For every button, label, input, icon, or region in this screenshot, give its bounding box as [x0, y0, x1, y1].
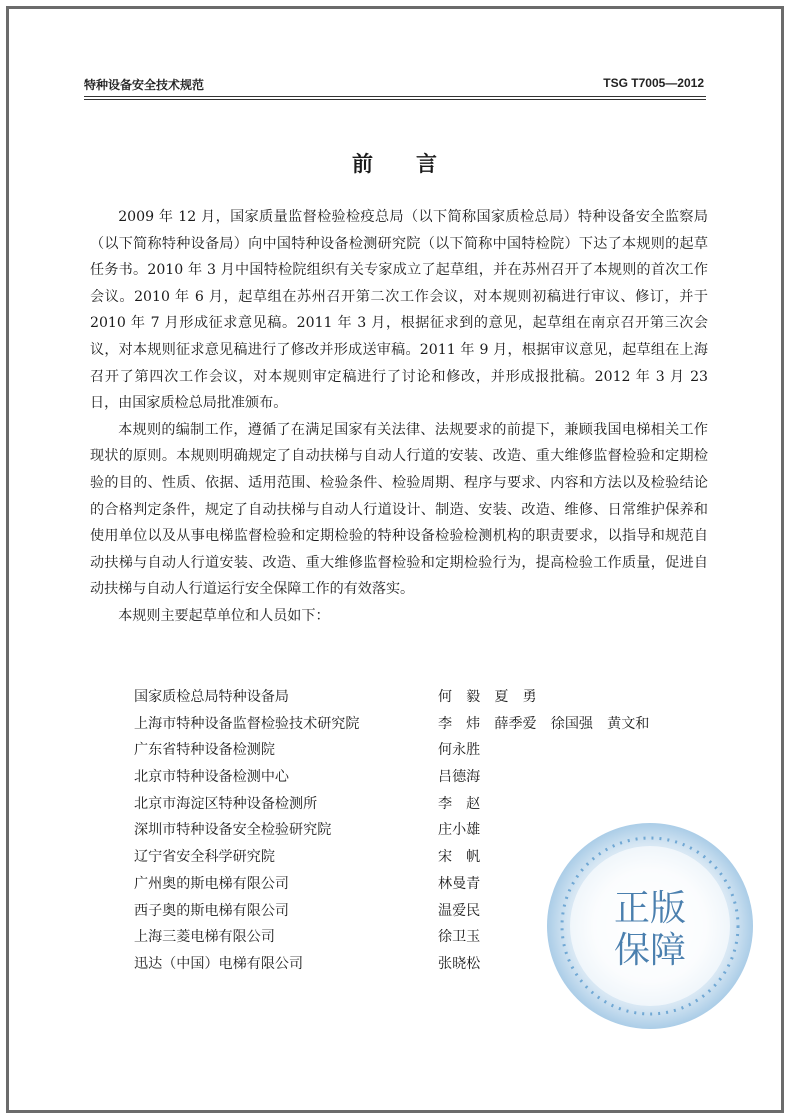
list-item — [134, 764, 714, 791]
seal-text-line1: 正版 — [613, 888, 687, 929]
drafter-people: 何 毅 夏 勇 — [438, 689, 537, 705]
drafter-people: 何永胜 — [438, 742, 481, 759]
drafter-unit: 广东省特种设备检测院 — [134, 742, 275, 759]
drafter-unit: 深圳市特种设备安全检验研究院 — [134, 822, 332, 839]
page-title — [0, 148, 790, 178]
drafter-unit: 北京市海淀区特种设备检测所 — [134, 795, 318, 812]
drafter-unit: 北京市特种设备检测中心 — [134, 769, 290, 786]
drafter-people: 庄小雄 — [438, 822, 481, 839]
title-char-1: 前 — [352, 151, 374, 176]
list-item — [134, 737, 714, 764]
preface-body — [90, 204, 708, 630]
header-rule-thin — [84, 99, 706, 100]
title-char-2: 言 — [416, 151, 438, 176]
drafter-people: 宋 帆 — [438, 849, 481, 866]
drafter-unit: 上海市特种设备监督检验技术研究院 — [134, 715, 360, 732]
authenticity-seal-icon — [544, 820, 756, 1032]
seal-text-line2: 保障 — [613, 930, 687, 971]
drafter-unit: 辽宁省安全科学研究院 — [134, 849, 275, 866]
list-item — [134, 684, 714, 711]
header-series-title: 特种设备安全技术规范 — [84, 78, 205, 92]
list-item — [134, 711, 714, 738]
list-item — [134, 791, 714, 818]
drafter-unit: 国家质检总局特种设备局 — [134, 689, 290, 705]
drafter-unit: 广州奥的斯电梯有限公司 — [134, 875, 290, 892]
paragraph-drafters-intro: 本规则主要起草单位和人员如下： — [118, 607, 330, 624]
paragraph-history: 2009 年 12 月，国家质量监督检验检疫总局（以下简称国家质检总局）特种设备安全监察局（以下简称特种设备局）向中国特种设备检测研究院（以下简称中国特检院）下达了本规则的起草任务书。2010 年 3 月中国特检院组织有关专家成立了起草组，并在苏州召开了本规则的首次工作会议。2010 年 6 月，起草组在苏州召开第二次工作会议，对本规则初稿进行审议、修订，并于 2010 年 7 月形成征求意见稿。2011 年 3 月，根据征求到的意见，起草组在南京召开第三次会议，对本规则征求意见稿进行了修改并形成送审稿。2011 年 9 月，根据审议意见，起草组在上海召开了第四次工作会议，对本规则审定稿进行了讨论和修改，并形成报批稿。2012 年 3 月 23 日，由国家质检总局批准颁布。 — [90, 209, 708, 412]
drafter-people: 李 赵 — [438, 795, 481, 812]
drafter-unit: 上海三菱电梯有限公司 — [134, 929, 275, 946]
header-standard-number: TSG T7005—2012 — [603, 76, 704, 90]
drafter-people: 张晓松 — [438, 955, 481, 972]
running-header — [84, 76, 704, 94]
drafter-unit: 西子奥的斯电梯有限公司 — [134, 902, 290, 919]
drafter-unit: 迅达（中国）电梯有限公司 — [134, 955, 304, 972]
drafter-people: 李 炜 薛季爱 徐国强 黄文和 — [438, 715, 650, 732]
paragraph-principles: 本规则的编制工作，遵循了在满足国家有关法律、法规要求的前提下，兼顾我国电梯相关工作现状的原则。本规则明确规定了自动扶梯与自动人行道的安装、改造、重大维修监督检验和定期检验的目的、性质、依据、适用范围、检验条件、检验周期、程序与要求、内容和方法以及检验结论的合格判定条件，规定了自动扶梯与自动人行道设计、制造、安装、改造、维修、日常维护保养和使用单位以及从事电梯监督检验和定期检验的特种设备检验检测机构的职责要求，以指导和规范自动扶梯与自动人行道安装、改造、重大维修监督检验和定期检验行为，提高检验工作质量，促进自动扶梯与自动人行道运行安全保障工作的有效落实。 — [90, 421, 708, 598]
drafter-people: 林曼青 — [438, 875, 481, 892]
drafter-people: 徐卫玉 — [438, 929, 481, 946]
header-rule — [84, 96, 706, 97]
drafter-people: 吕德海 — [438, 769, 481, 786]
drafter-people: 温爱民 — [438, 902, 481, 919]
